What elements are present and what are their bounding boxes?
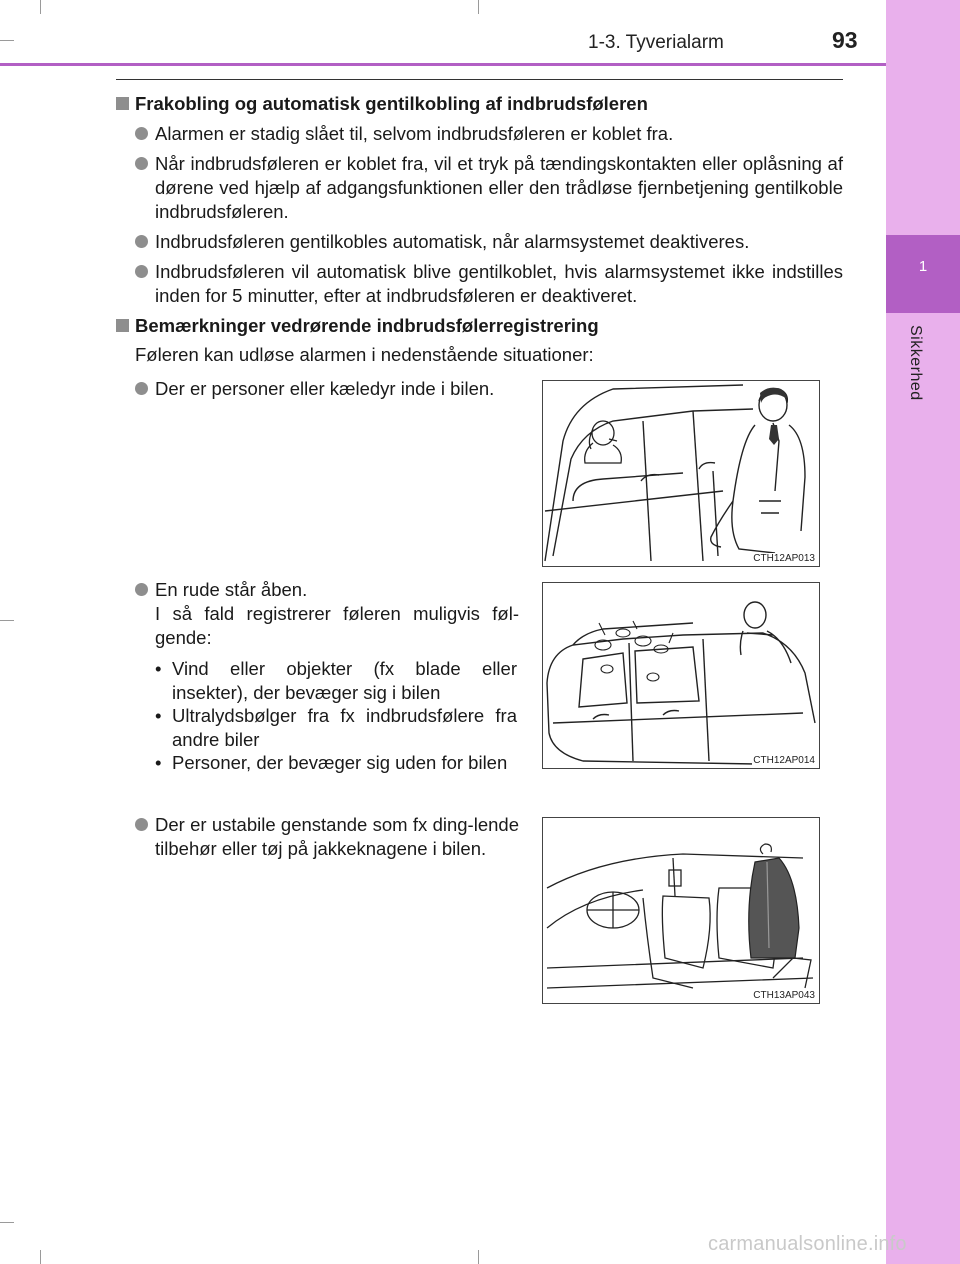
crop-mark [0,620,14,621]
header-divider [0,63,886,66]
sub-list-item: • Vind eller objekter (fx blade eller insekter), der bevæger sig i bilen [155,658,517,703]
circle-bullet-icon [135,265,148,278]
section-intro: Føleren kan udløse alarmen i nedenstående situationer: [135,344,594,365]
list-item: Indbrudsføleren vil automatisk blive gentilkoblet, hvis alarmsystemet ikke indstilles inden for 5 minutter, efter at indbrudsføleren er deaktiveret. [155,260,843,308]
section-title: 1-3. Tyverialarm [588,32,724,53]
figure-person-and-pet-in-car [542,380,820,567]
list-item: Der er ustabile genstande som fx ding-lende tilbehør eller tøj på jakkeknagene i bilen. [155,813,519,861]
section-heading: Bemærkninger vedrørende indbrudsfølerregistrering [116,314,846,338]
crop-mark [478,0,479,14]
list-item: Når indbrudsføleren er koblet fra, vil et tryk på tændingskontakten eller oplåsning af dørene ved hjælp af adgangsfunktionen eller den trådløse fjernbetjening gentilkoble indbrudsføleren. [155,152,843,224]
square-bullet-icon [116,319,129,332]
sub-list-item: • Ultralydsbølger fra fx indbrudsfølere fra andre biler [155,705,517,750]
chapter-label: Sikkerhed [907,325,924,401]
figure-open-window [542,582,820,769]
list-item-continuation: I så fald registrerer føleren muligvis føl-gende: [155,603,519,648]
car-side-illustration [543,583,819,768]
figure-items-on-coat-hooks [542,817,820,1004]
crop-mark [478,1250,479,1264]
circle-bullet-icon [135,157,148,170]
list-item: Der er personer eller kæledyr inde i bilen. [155,377,519,401]
square-bullet-icon [116,97,129,110]
circle-bullet-icon [135,818,148,831]
crop-mark [40,0,41,14]
sub-list-item: • Personer, der bevæger sig uden for bilen [155,752,508,773]
chapter-number: 1 [918,258,928,275]
circle-bullet-icon [135,235,148,248]
crop-mark [0,40,14,41]
figure-code: CTH12AP013 [753,553,815,564]
watermark: carmanualsonline.info [708,1233,907,1255]
figure-code: CTH12AP014 [753,755,815,766]
car-interior-illustration [543,818,819,1003]
chapter-side-tab [886,0,960,1264]
content-top-rule [116,79,843,80]
list-item: Indbrudsføleren gentilkobles automatisk, når alarmsystemet deaktiveres. [155,230,843,254]
car-door-illustration [543,381,819,566]
crop-mark [40,1250,41,1264]
list-item: En rude står åben. [155,578,519,602]
circle-bullet-icon [135,583,148,596]
figure-code: CTH13AP043 [753,990,815,1001]
page-number: 93 [832,27,858,53]
list-item: Alarmen er stadig slået til, selvom indbrudsføleren er koblet fra. [155,122,843,146]
section-heading: Frakobling og automatisk gentilkobling af indbrudsføleren [116,92,846,116]
crop-mark [0,1222,14,1223]
circle-bullet-icon [135,382,148,395]
circle-bullet-icon [135,127,148,140]
